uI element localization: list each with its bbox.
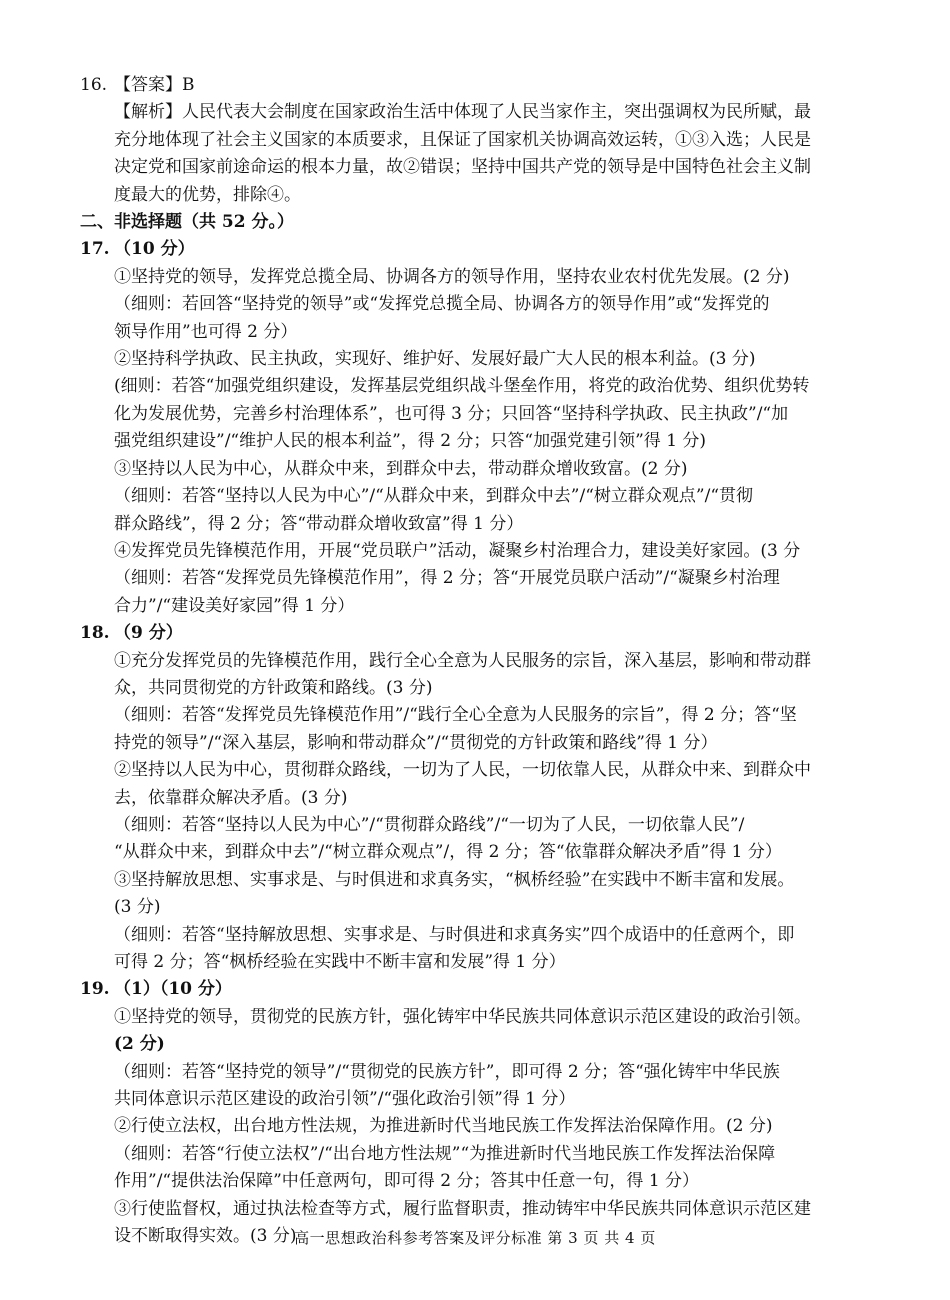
q17-line: 强党组织建设”/“维护人民的根本利益”，得 2 分；只答“加强党建引领”得 1 分) [114,431,707,452]
q17-line: ④发挥党员先锋模范作用，开展“党员联户”活动，凝聚乡村治理合力，建设美好家园。(3 分 [114,540,801,561]
q19-line: ②行使立法权，出台地方性法规，为推进新时代当地民族工作发挥法治保障作用。(2 分) [114,1116,773,1137]
q17-line: 化为发展优势，完善乡村治理体系”，也可得 3 分；只回答“坚持科学执政、民主执政”/“加 [114,403,789,424]
q17-line: ②坚持科学执政、民主执政，实现好、维护好、发展好最广大人民的根本利益。(3 分) [114,349,756,370]
q18-line: （细则：若答“发挥党员先锋模范作用”/“践行全心全意为人民服务的宗旨”，得 2 分；答“坚 [114,705,797,726]
q18-line: (3 分) [114,897,161,918]
q17-header [80,236,880,263]
q18-line: 可得 2 分；答“枫桥经验在实践中不断丰富和发展”得 1 分） [114,952,566,972]
q17-number: 17. [80,239,110,260]
page-footer: 高一思想政治科参考答案及评分标准 第 3 页 共 4 页 [294,1229,656,1247]
q18-line: ①充分发挥党员的先锋模范作用，践行全心全意为人民服务的宗旨，深入基层，影响和带动群 [114,650,811,671]
q18-line: ②坚持以人民为中心，贯彻群众路线，一切为了人民，一切依靠人民，从群众中来、到群众中 [114,760,811,781]
answer-document [80,72,880,1250]
q18-line: ③坚持解放思想、实事求是、与时俱进和求真务实，“枫桥经验”在实践中不断丰富和发展。 [114,869,795,890]
q18-line: 众，共同贯彻党的方针政策和路线。(3 分) [114,677,433,698]
q16-number: 16. [80,75,108,95]
q17-line: 合力”/“建设美好家园”得 1 分） [114,595,355,616]
q19-line: （细则：若答“坚持党的领导”/“贯彻党的民族方针”，即可得 2 分；答“强化铸牢中华民族 [114,1061,780,1082]
q17-line: (细则：若答“加强党组织建设，发挥基层党组织战斗堡垒作用，将党的政治优势、组织优势转 [114,376,810,397]
q18-score: （9 分） [114,623,183,644]
q18-header [80,620,880,647]
q18-number: 18. [80,623,110,644]
q19-score: （1）（10 分） [114,979,232,1000]
q18-line: “从群众中来，到群众中去”/“树立群众观点”/，得 2 分；答“依靠群众解决矛盾”得 1 分） [114,842,782,863]
q16-analysis-line: 【解析】人民代表大会制度在国家政治生活中体现了人民当家作主，突出强调权为民所赋，最 [114,102,811,123]
q16-analysis-line: 充分地体现了社会主义国家的本质要求，且保证了国家机关协调高效运转，①③入选；人民是 [114,129,811,150]
q19-line: (2 分) [114,1034,165,1055]
q18-line: 持党的领导”/“深入基层，影响和带动群众”/“贯彻党的方针政策和路线”得 1 分） [114,732,718,753]
q18-line: （细则：若答“坚持以人民为中心”/“贯彻群众路线”/“一切为了人民，一切依靠人民”/ [114,814,745,835]
q16-analysis-line: 决定党和国家前途命运的根本力量，故②错误；坚持中国共产党的领导是中国特色社会主义制 [114,157,811,178]
q19-line: （细则：若答“行使立法权”/“出台地方性法规”“为推进新时代当地民族工作发挥法治保障 [114,1143,776,1164]
q17-line: （细则：若回答“坚持党的领导”或“发挥党总揽全局、协调各方的领导作用”或“发挥党的 [114,294,770,315]
q16-header [80,72,880,99]
q18-line: 去，依靠群众解决矛盾。(3 分) [114,787,348,808]
q19-line: 设不断取得实效。(3 分) [114,1226,297,1247]
q19-header [80,976,880,1003]
section-title: 二、非选择题（共 52 分。） [80,212,294,233]
q17-line: 群众路线”，得 2 分；答“带动群众增收致富”得 1 分） [114,513,524,534]
q17-line: 领导作用”也可得 2 分） [114,321,298,342]
q19-line: ①坚持党的领导，贯彻党的民族方针，强化铸牢中华民族共同体意识示范区建设的政治引领。 [114,1006,811,1027]
q19-line: 作用”/“提供法治保障”中任意两句，即可得 2 分；答其中任意一句，得 1 分） [114,1171,700,1192]
q18-line: （细则：若答“坚持解放思想、实事求是、与时俱进和求真务实”四个成语中的任意两个，即 [114,924,795,945]
q19-line: ③行使监督权，通过执法检查等方式，履行监督职责，推动铸牢中华民族共同体意识示范区建 [114,1198,811,1219]
q17-line: ③坚持以人民为中心，从群众中来，到群众中去，带动群众增收致富。(2 分) [114,458,688,479]
q19-number: 19. [80,979,110,1000]
q17-score: （10 分） [114,239,195,260]
q16-answer: 【答案】B [114,75,195,95]
q19-line: 共同体意识示范区建设的政治引领”/“强化政治引领”得 1 分） [114,1089,576,1110]
q17-line: （细则：若答“坚持以人民为中心”/“从群众中来，到群众中去”/“树立群众观点”/“贯彻 [114,486,754,507]
q17-line: （细则：若答“发挥党员先锋模范作用”，得 2 分；答“开展党员联户活动”/“凝聚乡村治理 [114,568,780,589]
q17-line: ①坚持党的领导，发挥党总揽全局、协调各方的领导作用，坚持农业农村优先发展。(2 分) [114,266,790,287]
q16-analysis-line: 度最大的优势，排除④。 [114,184,301,205]
